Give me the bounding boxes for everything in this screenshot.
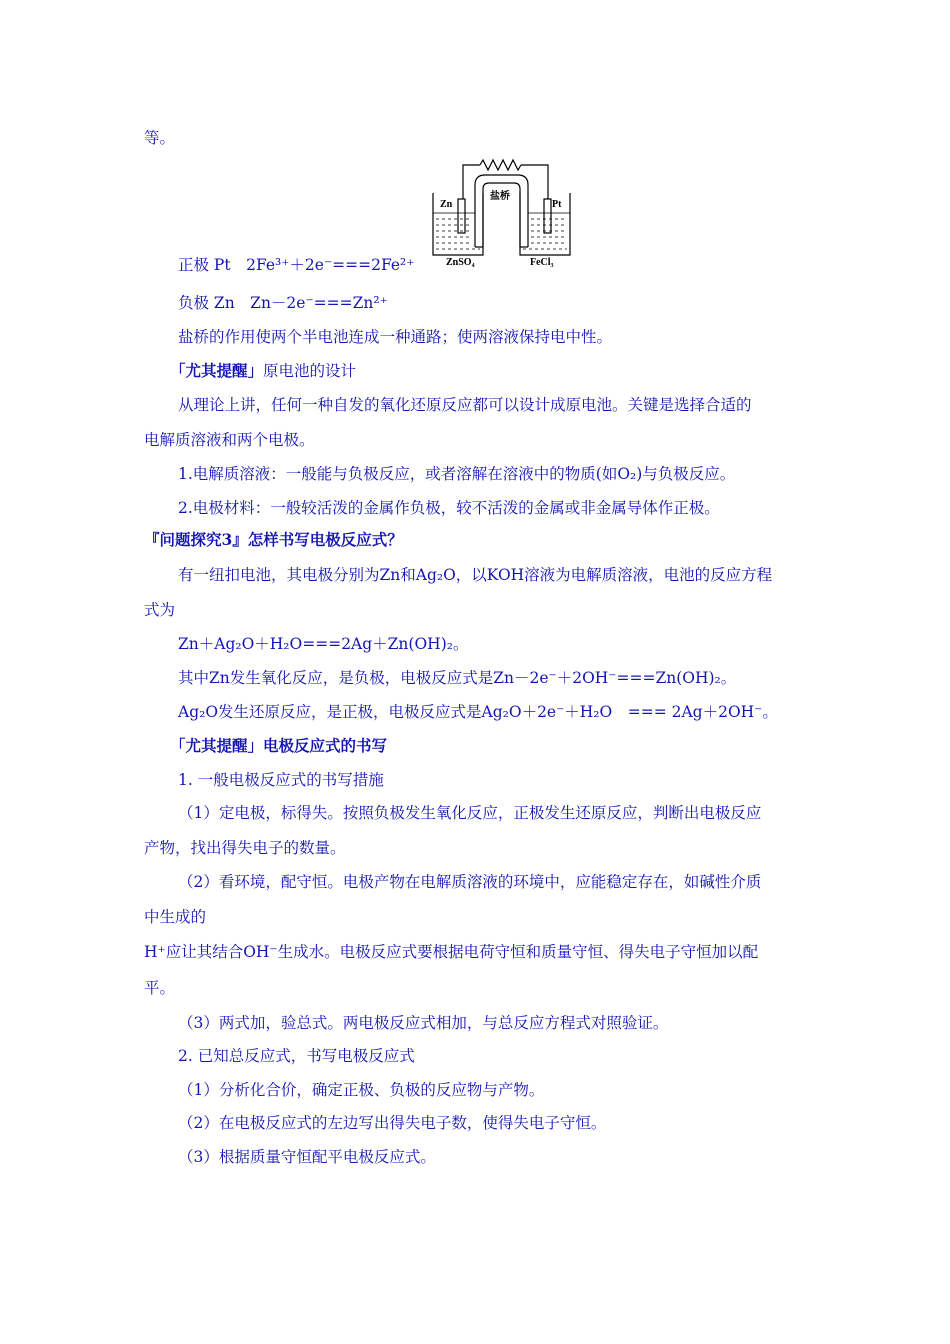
text-line: 2. 已知总反应式，书写电极反应式 (178, 1047, 415, 1065)
tip-heading (170, 361, 356, 381)
text-line: 1. 一般电极反应式的书写措施 (178, 771, 384, 789)
text-line: 式为 (144, 601, 176, 619)
text-line: 正极 Pt 2Fe³⁺＋2e⁻===2Fe²⁺ (178, 256, 415, 274)
text-line: 电解质溶液和两个电极。 (144, 431, 315, 449)
text-line: 等。 (144, 129, 176, 147)
text-line: （2）看环境，配守恒。电极产物在电解质溶液的环境中，应能稳定存在，如碱性介质 (178, 873, 762, 891)
text-line: 2.电极材料：一般较活泼的金属作负极，较不活泼的金属或非金属导体作正极。 (178, 499, 720, 517)
text-line: 盐桥的作用使两个半电池连成一种通路；使两溶液保持电中性。 (178, 328, 613, 346)
text-line: 负极 Zn Zn－2e⁻===Zn²⁺ (178, 294, 388, 312)
text-line: 平。 (144, 979, 176, 997)
text-line: 产物，找出得失电子的数量。 (144, 839, 346, 857)
text-line: 从理论上讲，任何一种自发的氧化还原反应都可以设计成原电池。关键是选择合适的 (178, 396, 752, 414)
right-electrode-label: Pt (552, 199, 562, 210)
tip-tag: 「尤其提醒」 (170, 361, 264, 380)
right-solution-label: FeCl₃ (530, 257, 554, 267)
left-solution-label: ZnSO₄ (446, 257, 475, 267)
text-line: H⁺应让其结合OH⁻生成水。电极反应式要根据电荷守恒和质量守恒、得失电子守恒加以配 (144, 943, 759, 961)
text-line: （1）分析化合价，确定正极、负极的反应物与产物。 (178, 1081, 545, 1099)
text-line: Ag₂O发生还原反应，是正极，电极反应式是Ag₂O＋2e⁻＋H₂O === 2Ag＋2OH⁻。 (178, 703, 778, 721)
text-line: （1）定电极，标得失。按照负极发生氧化反应，正极发生还原反应，判断出电极反应 (178, 804, 762, 822)
text-line: （3）根据质量守恒配平电极反应式。 (178, 1148, 436, 1166)
text-line: （2）在电极反应式的左边写出得失电子数，使得失电子守恒。 (178, 1114, 607, 1132)
galvanic-cell-diagram (428, 155, 578, 267)
text-line: 中生成的 (144, 908, 207, 926)
salt-bridge-label: 盐桥 (490, 191, 510, 202)
text-line: 其中Zn发生氧化反应，是负极，电极反应式是Zn－2e⁻＋2OH⁻===Zn(OH)₂。 (178, 669, 737, 687)
tip-heading: 「尤其提醒」电极反应式的书写 (170, 736, 388, 755)
left-electrode-label: Zn (440, 199, 453, 210)
tip-title: 原电池的设计 (263, 362, 357, 380)
text-line: 1.电解质溶液：一般能与负极反应，或者溶解在溶液中的物质(如O₂)与负极反应。 (178, 465, 736, 483)
equation: Zn＋Ag₂O＋H₂O===2Ag＋Zn(OH)₂。 (178, 635, 469, 653)
section-heading: 『问题探究3』怎样书写电极反应式？ (144, 530, 403, 549)
text-line: 有一纽扣电池，其电极分别为Zn和Ag₂O，以KOH溶液为电解质溶液，电池的反应方程 (178, 566, 773, 584)
text-line: （3）两式加，验总式。两电极反应式相加，与总反应方程式对照验证。 (178, 1014, 669, 1032)
